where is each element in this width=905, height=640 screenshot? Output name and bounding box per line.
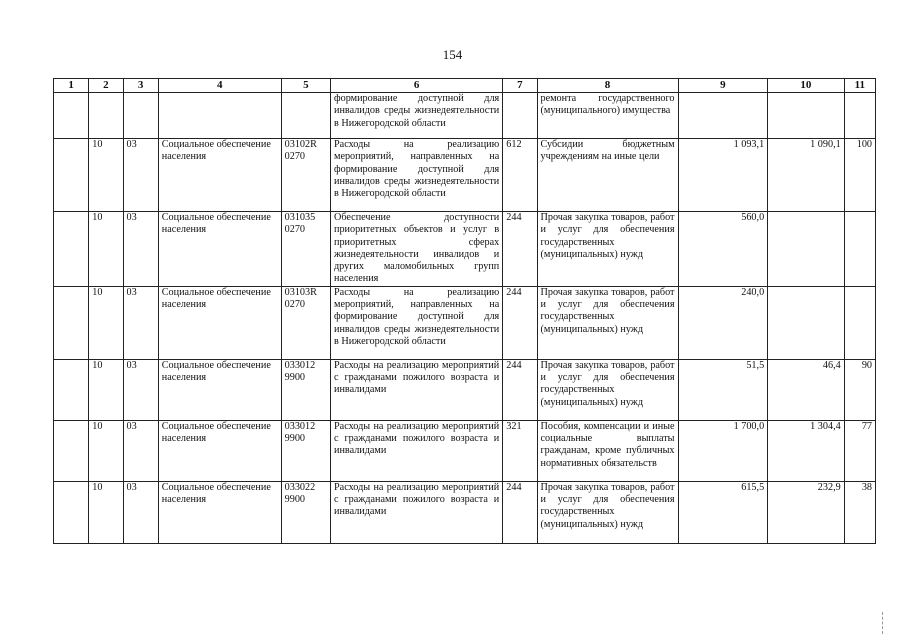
cell-row-number [54, 212, 89, 287]
table-body [54, 93, 876, 544]
cell-row-number [54, 420, 89, 481]
cell-section [89, 93, 123, 139]
table-row [54, 481, 876, 543]
cell-plan-amount: 240,0 [678, 286, 768, 359]
cell-percent [844, 93, 875, 139]
cell-target-name: Расходы на реализацию мероприятий, направленных на формирование доступной для инвалидов среды жизнедеятельности в Нижегородской области [331, 286, 503, 359]
cell-percent [844, 286, 875, 359]
col-header-9: 9 [678, 79, 768, 93]
cell-row-number [54, 139, 89, 212]
cell-actual-amount [768, 286, 845, 359]
cell-plan-amount: 615,5 [678, 481, 768, 543]
cell-target-name: Расходы на реализацию мероприятий с гражданами пожилого возраста и инвалидами [331, 420, 503, 481]
cell-actual-amount [768, 93, 845, 139]
col-header-11: 11 [844, 79, 875, 93]
cell-target-code [281, 93, 330, 139]
cell-row-number [54, 359, 89, 420]
col-header-3: 3 [123, 79, 158, 93]
cell-section-name: Социальное обеспечение населения [158, 286, 281, 359]
cell-target-code: 031035 0270 [281, 212, 330, 287]
cell-section-name: Социальное обеспечение населения [158, 481, 281, 543]
cell-percent: 90 [844, 359, 875, 420]
cell-subsection: 03 [123, 481, 158, 543]
cell-row-number [54, 93, 89, 139]
cell-expense-type: 244 [503, 286, 537, 359]
cell-target-name: Расходы на реализацию мероприятий с гражданами пожилого возраста и инвалидами [331, 481, 503, 543]
cell-target-name: Расходы на реализацию мероприятий с гражданами пожилого возраста и инвалидами [331, 359, 503, 420]
cell-row-number [54, 286, 89, 359]
table-row [54, 359, 876, 420]
cell-target-code: 033012 9900 [281, 420, 330, 481]
cell-expense-type: 244 [503, 359, 537, 420]
cell-plan-amount [678, 93, 768, 139]
cell-expense-type-name: Прочая закупка товаров, работ и услуг для обеспечения государственных (муниципальных) нужд [537, 212, 678, 287]
cell-plan-amount: 51,5 [678, 359, 768, 420]
cell-row-number [54, 481, 89, 543]
cell-section-name: Социальное обеспечение населения [158, 212, 281, 287]
scan-edge-mark [882, 612, 884, 634]
cell-plan-amount: 560,0 [678, 212, 768, 287]
cell-percent: 38 [844, 481, 875, 543]
cell-section-name: Социальное обеспечение населения [158, 359, 281, 420]
cell-expense-type-name: Прочая закупка товаров, работ и услуг для обеспечения государственных (муниципальных) нужд [537, 286, 678, 359]
col-header-4: 4 [158, 79, 281, 93]
cell-actual-amount [768, 212, 845, 287]
col-header-1: 1 [54, 79, 89, 93]
col-header-6: 6 [331, 79, 503, 93]
cell-actual-amount: 1 304,4 [768, 420, 845, 481]
cell-subsection: 03 [123, 359, 158, 420]
cell-percent: 77 [844, 420, 875, 481]
cell-expense-type-name: Прочая закупка товаров, работ и услуг для обеспечения государственных (муниципальных) нужд [537, 359, 678, 420]
table-row [54, 139, 876, 212]
cell-expense-type [503, 93, 537, 139]
budget-table [53, 78, 876, 544]
col-header-5: 5 [281, 79, 330, 93]
table-row [54, 212, 876, 287]
cell-section: 10 [89, 481, 123, 543]
cell-target-code: 033012 9900 [281, 359, 330, 420]
cell-target-name: Расходы на реализацию мероприятий, направленных на формирование доступной для инвалидов среды жизнедеятельности в Нижегородской области [331, 139, 503, 212]
cell-section: 10 [89, 139, 123, 212]
col-header-8: 8 [537, 79, 678, 93]
cell-expense-type: 244 [503, 212, 537, 287]
cell-expense-type: 321 [503, 420, 537, 481]
cell-percent [844, 212, 875, 287]
cell-target-code: 03103R 0270 [281, 286, 330, 359]
col-header-10: 10 [768, 79, 845, 93]
cell-target-code: 033022 9900 [281, 481, 330, 543]
col-header-2: 2 [89, 79, 123, 93]
cell-expense-type-name: ремонта государственного (муниципального) имущества [537, 93, 678, 139]
cell-subsection: 03 [123, 139, 158, 212]
cell-section: 10 [89, 420, 123, 481]
cell-expense-type: 612 [503, 139, 537, 212]
table-row [54, 420, 876, 481]
cell-plan-amount: 1 700,0 [678, 420, 768, 481]
cell-subsection: 03 [123, 420, 158, 481]
cell-actual-amount: 232,9 [768, 481, 845, 543]
cell-target-name: Обеспечение доступности приоритетных объектов и услуг в приоритетных сферах жизнедеятельности инвалидов и других маломобильных групп населения [331, 212, 503, 287]
col-header-7: 7 [503, 79, 537, 93]
cell-target-name: формирование доступной для инвалидов среды жизнедеятельности в Нижегородской области [331, 93, 503, 139]
cell-target-code: 03102R 0270 [281, 139, 330, 212]
cell-section: 10 [89, 212, 123, 287]
header-row [54, 79, 876, 93]
cell-section-name [158, 93, 281, 139]
table-row [54, 93, 876, 139]
cell-expense-type-name: Субсидии бюджетным учреждениям на иные цели [537, 139, 678, 212]
table-row [54, 286, 876, 359]
cell-actual-amount: 1 090,1 [768, 139, 845, 212]
page-number: 154 [442, 47, 463, 62]
cell-expense-type-name: Прочая закупка товаров, работ и услуг для обеспечения государственных (муниципальных) нужд [537, 481, 678, 543]
cell-section: 10 [89, 286, 123, 359]
cell-expense-type-name: Пособия, компенсации и иные социальные выплаты гражданам, кроме публичных нормативных обязательств [537, 420, 678, 481]
cell-subsection: 03 [123, 286, 158, 359]
cell-percent: 100 [844, 139, 875, 212]
cell-subsection [123, 93, 158, 139]
cell-section: 10 [89, 359, 123, 420]
cell-actual-amount: 46,4 [768, 359, 845, 420]
cell-section-name: Социальное обеспечение населения [158, 420, 281, 481]
cell-subsection: 03 [123, 212, 158, 287]
cell-section-name: Социальное обеспечение населения [158, 139, 281, 212]
cell-plan-amount: 1 093,1 [678, 139, 768, 212]
cell-expense-type: 244 [503, 481, 537, 543]
